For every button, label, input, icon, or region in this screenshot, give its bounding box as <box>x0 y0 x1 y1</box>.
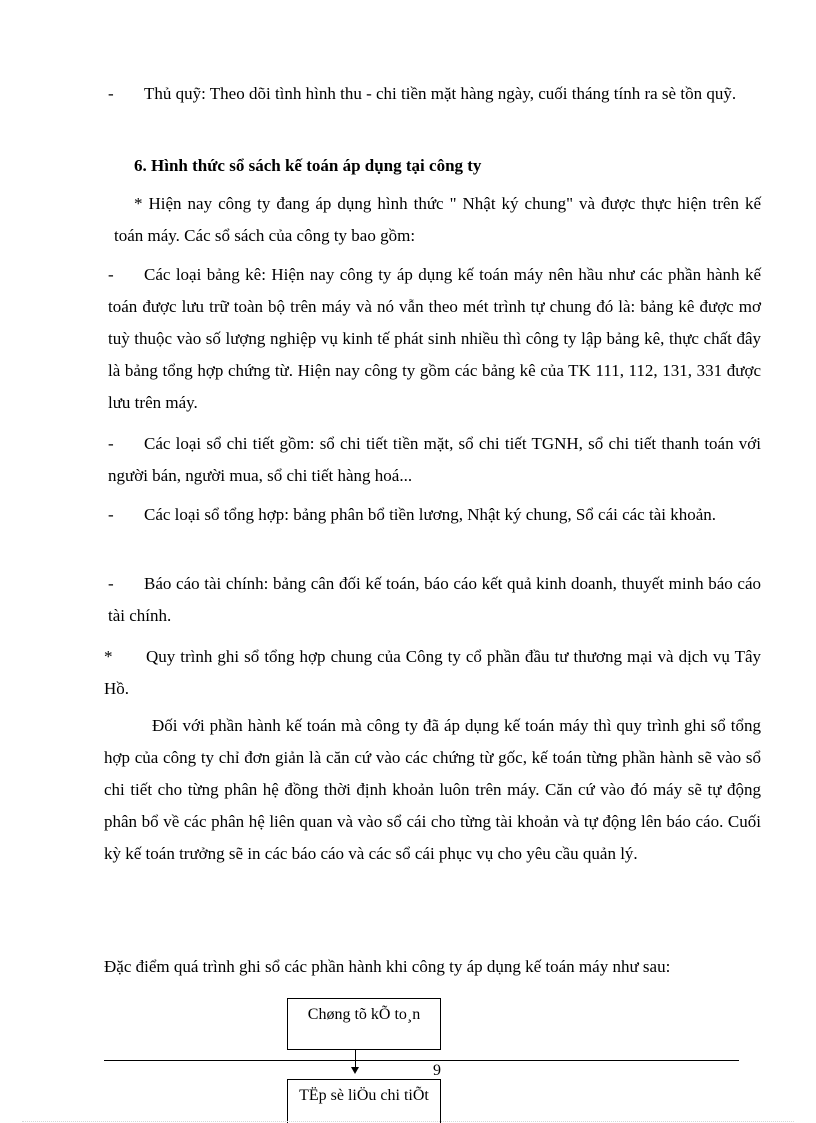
paragraph-ke-toan-may: Đối với phần hành kế toán mà công ty đã áp dụng kế toán máy thì quy trình ghi sổ tổng hợp của công ty chỉ đơn giản là căn cứ vào các chứng từ gốc, kế toán từng phần hành sẽ vào sổ chi tiết cho từng phân hệ đồng thời định khoản luôn trên máy. Căn cứ vào đó máy sẽ tự động phân bổ về các phân hệ liên quan và vào sổ cái cho từng tài khoản và tự động lên báo cáo. Cuối kỳ kế toán trưởng sẽ in các báo cáo và các sổ cái phục vụ cho yêu cầu quản lý. <box>104 716 761 863</box>
paragraph-text: Báo cáo tài chính: bảng cân đối kế toán, báo cáo kết quả kinh doanh, thuyết minh báo cáo tài chính. <box>108 574 761 625</box>
paragraph-text: Quy trình ghi sổ tổng hợp chung của Công ty cổ phần đầu tư thương mại và dịch vụ Tây Hồ. <box>104 647 761 698</box>
arrow-down-icon <box>351 1067 359 1074</box>
paragraph-text: Thủ quỹ: Theo dõi tình hình thu - chi tiền mặt hàng ngày, cuối tháng tính ra sè tồn quỹ. <box>144 84 737 103</box>
asterisk: * <box>104 647 113 666</box>
paragraph-bang-ke <box>108 259 761 419</box>
paragraph-text: Các loại sổ chi tiết gồm: sổ chi tiết tiền mặt, sổ chi tiết TGNH, sổ chi tiết thanh toán với người bán, người mua, sổ chi tiết hàng hoá... <box>108 434 761 485</box>
footer-rule <box>104 1060 739 1061</box>
bullet: - <box>108 265 114 284</box>
page-edge-divider <box>22 1121 794 1122</box>
flow-box-chung-tu: Chøng tõ kÕ to¸n <box>287 998 441 1050</box>
flow-arrow-line <box>355 1050 356 1068</box>
section-heading: 6. Hình thức sổ sách kế toán áp dụng tại công ty <box>134 156 482 175</box>
page-number: 9 <box>433 1062 441 1079</box>
paragraph-so-chi-tiet <box>108 428 761 492</box>
paragraph-text: Các loại sổ tổng hợp: bảng phân bổ tiền lương, Nhật ký chung, Sổ cái các tài khoản. <box>144 505 717 524</box>
flow-box-so-lieu: TËp sè liÖu chi tiÕt <box>287 1079 441 1123</box>
bullet: - <box>108 84 114 103</box>
paragraph-so-tong-hop <box>108 499 761 531</box>
paragraph-intro: * Hiện nay công ty đang áp dụng hình thức " Nhật ký chung" và được thực hiện trên kế toán máy. Các sổ sách của công ty bao gồm: <box>114 194 761 245</box>
bullet: - <box>108 574 114 593</box>
paragraph-quy-trinh <box>104 641 761 705</box>
paragraph-dac-diem: Đặc điểm quá trình ghi sổ các phần hành khi công ty áp dụng kế toán máy như sau: <box>104 957 671 976</box>
bullet: - <box>108 434 114 453</box>
bullet: - <box>108 505 114 524</box>
paragraph-bao-cao <box>108 568 761 632</box>
paragraph-thu-quy <box>108 78 761 110</box>
paragraph-text: Các loại bảng kê: Hiện nay công ty áp dụng kế toán máy nên hầu như các phần hành kế toán được lưu trữ toàn bộ trên máy và nó vẫn theo mét trình tự chung đó là: bảng kê được mơ tuỳ thuộc vào số lượng nghiệp vụ kinh tế phát sinh nhiều thì công ty lập bảng kê, thực chất đây là bảng tổng hợp chứng từ. Hiện nay công ty gồm các bảng kê của TK 111, 112, 131, 331 được lưu trên máy. <box>108 265 761 412</box>
